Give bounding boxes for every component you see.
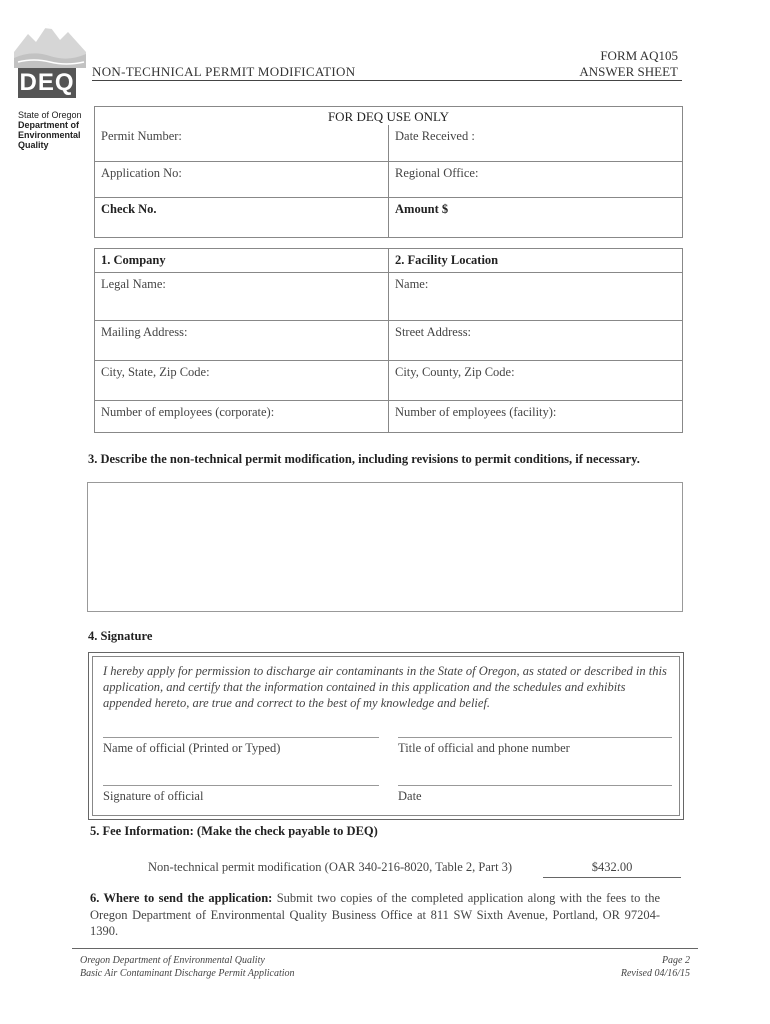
regional-office-field[interactable]: Regional Office:	[389, 161, 683, 197]
permit-number-field[interactable]: Permit Number:	[95, 125, 389, 161]
legal-name-field[interactable]: Legal Name:	[95, 273, 389, 321]
date-received-field[interactable]: Date Received :	[389, 125, 683, 161]
agency-env: Environmental	[18, 130, 81, 140]
check-no-field[interactable]: Check No.	[95, 197, 389, 237]
signature-label: Signature of official	[103, 789, 204, 803]
mailing-address-field[interactable]: Mailing Address:	[95, 321, 389, 361]
date-line[interactable]	[398, 785, 672, 786]
name-label: Name of official (Printed or Typed)	[103, 741, 281, 755]
section5-heading: 5. Fee Information: (Make the check payable to DEQ)	[90, 824, 378, 838]
title-label: Title of official and phone number	[398, 741, 570, 755]
footer-left	[80, 954, 295, 980]
footer-divider	[72, 948, 698, 949]
company-city-field[interactable]: City, State, Zip Code:	[95, 361, 389, 401]
section3-heading: 3. Describe the non-technical permit modification, including revisions to permit conditions, if necessary.	[88, 452, 640, 466]
certification-text: I hereby apply for permission to discharge air contaminants in the State of Oregon, as stated or described in this application, and certify that the information contained in this application and the schedules and exhibits appended hereto, are true and correct to the best of my knowledge and belief.	[103, 664, 667, 710]
section4-heading: 4. Signature	[88, 629, 153, 643]
page-title: NON-TECHNICAL PERMIT MODIFICATION	[92, 64, 356, 79]
footer-org: Oregon Department of Environmental Quality	[80, 955, 265, 966]
section6-text: Submit two copies of the completed application along with the fees to the Oregon Department of Environmental Quality Business Office at 811 SW Sixth Avenue, Portland, OR 97204-1390.	[90, 891, 661, 938]
title-line[interactable]	[398, 737, 672, 738]
amount-field[interactable]: Amount $	[389, 197, 683, 237]
company-heading: 1. Company	[95, 249, 389, 273]
facility-heading: 2. Facility Location	[389, 249, 683, 273]
footer-right	[621, 954, 690, 980]
fee-description: Non-technical permit modification (OAR 340-216-8020, Table 2, Part 3)	[148, 860, 513, 874]
header-divider	[92, 80, 682, 81]
revised-date: Revised 04/16/15	[620, 968, 690, 979]
application-no-field[interactable]: Application No:	[95, 161, 389, 197]
deq-logo	[14, 12, 86, 150]
facility-city-field[interactable]: City, County, Zip Code:	[389, 361, 683, 401]
signature-line[interactable]	[103, 785, 379, 786]
facility-employees-field[interactable]: Number of employees (facility):	[389, 401, 683, 433]
agency-name	[18, 110, 98, 150]
form-id	[579, 48, 678, 80]
agency-quality: Quality	[18, 140, 49, 150]
street-address-field[interactable]: Street Address:	[389, 321, 683, 361]
facility-name-field[interactable]: Name:	[389, 273, 683, 321]
signature-inner-frame	[92, 656, 680, 816]
deq-use-title: FOR DEQ USE ONLY	[95, 107, 683, 126]
deq-abbr: DEQ	[19, 69, 75, 96]
corporate-employees-field[interactable]: Number of employees (corporate):	[95, 401, 389, 433]
signature-box	[88, 652, 684, 820]
deq-use-table	[94, 106, 683, 238]
section6	[90, 890, 660, 940]
section6-heading: 6. Where to send the application:	[90, 891, 273, 905]
modification-description-box[interactable]	[87, 482, 683, 612]
footer-doc: Basic Air Contaminant Discharge Permit Application	[80, 968, 295, 979]
company-facility-table	[94, 248, 683, 433]
date-label: Date	[398, 789, 422, 803]
agency-state: State of Oregon	[18, 110, 82, 120]
form-number: FORM AQ105	[600, 48, 678, 63]
name-line[interactable]	[103, 737, 379, 738]
fee-amount: $432.00	[543, 860, 681, 878]
sheet-type: ANSWER SHEET	[579, 64, 678, 79]
agency-dept: Department of	[18, 120, 80, 130]
mountain-landscape-icon	[14, 12, 86, 68]
page-number: Page 2	[661, 955, 690, 966]
